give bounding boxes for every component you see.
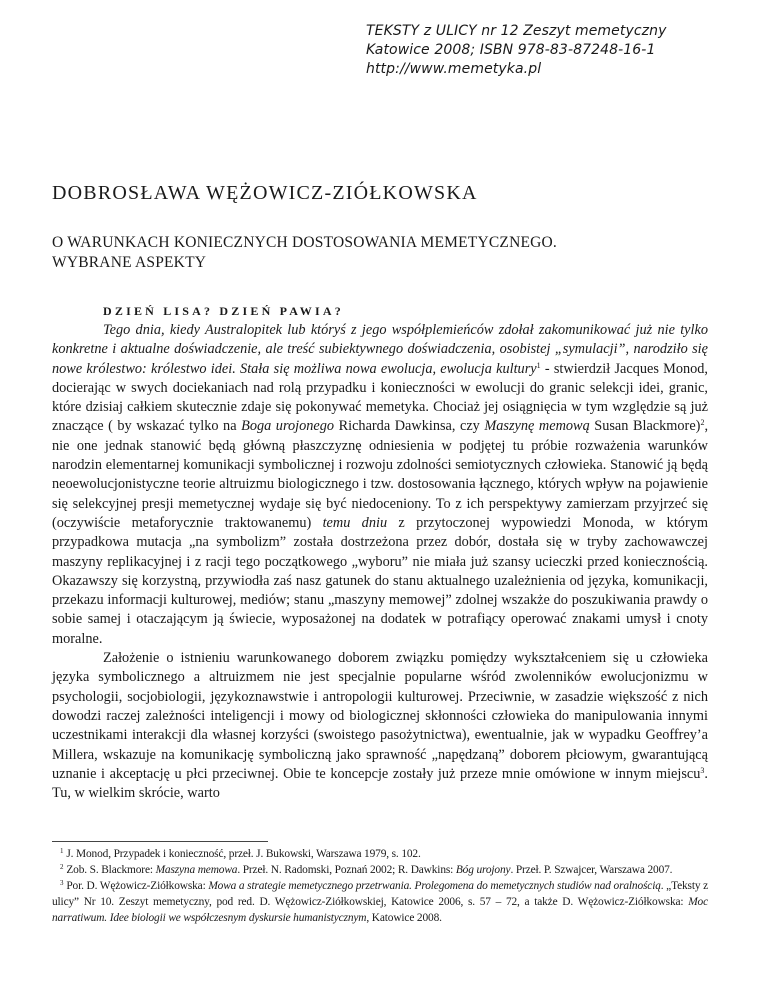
footnote-2-pre: Zob. S. Blackmore: [66, 864, 156, 876]
section-heading: DZIEŃ LISA? DZIEŃ PAWIA? [103, 304, 344, 318]
footnote-3-title-2: Moc narratiwum. Idee biologii we współczesnym dyskursie humanistycznym [52, 896, 708, 924]
footnote-2-post: . Przeł. P. Szwajcer, Warszawa 2007. [510, 864, 673, 876]
footnote-2-title-1: Maszyna memowa [155, 864, 238, 876]
article-title-line-2: WYBRANE ASPEKTY [52, 254, 207, 271]
paragraph-2 [52, 649, 708, 803]
footnote-3-mid: . „Teksty z ulicy” Nr 10. Zeszyt memetyczny, pod red. D. Wężowicz-Ziółkowskiej, Katowice 2006, s. 57 – 72, a także D. Wężowicz-Ziółkowska: [52, 880, 708, 908]
footnote-3 [52, 878, 708, 926]
paragraph-1-text-e: z przytoczonej wypowiedzi Monoda, w którym przypadkowa mutacja „na symbolizm” została dostrzeżona przez dobór, dostała się w tryby zachowawczej maszyny replikacyjnej i z racji tego początkowego „wyboru” nie miała już szansy ucieczki przed koniecznością. Okazawszy się korzystną, przywiodła zaś nasz gatunek do stanu aktualnego uzależnienia od języka, komunikacji, przekazu informacji kulturowej, mediów; stanu „maszyny memowej” zdolnej wszakże do poszukiwania prawdy o sobie samej i otaczającym ją świecie, wyposażonej na dodatek w potrafiący operować znakami umysł i cnoty moralne. [52, 514, 708, 647]
footnote-1 [52, 846, 708, 862]
footnote-3-post: , Katowice 2008. [366, 912, 442, 924]
footnote-ref-2[interactable]: 2 [700, 418, 705, 428]
header-journal-line: TEKSTY z ULICY nr 12 Zeszyt memetyczny [366, 23, 667, 39]
author-name: DOBROSŁAWA WĘŻOWICZ-ZIÓŁKOWSKA [52, 182, 478, 204]
paragraph-2-text-a: Założenie o istnieniu warunkowanego doborem związku pomiędzy wykształceniem się u człowieka języka symbolicznego a altruizmem nie jest specjalnie popularne wśród zwolenników ewolucjonizmu w psychologii, socjobiologii, językoznawstwie i antropologii kulturowej. Przeciwnie, w zasadzie większość z nich dowodzi raczej zależności inteligencji i mowy od biologicznej skłonności człowieka do manipulowania innymi uczestnikami interakcji dla własnej korzyści (swoistego pasożytnictwa), ewentualnie, jak w wypadku Geoffrey’a Millera, wskazuje na komunikację symboliczną jako sprawność „napędzaną” doborem płciowym, gwarantującą uznanie i akceptację u płci przeciwnej. Obie te koncepcje zostały już przeze mnie omówione w innym miejscu [52, 650, 708, 782]
journal-header [366, 22, 756, 79]
footnote-2-mark: 2 [60, 863, 64, 871]
footnote-1-mark: 1 [60, 847, 64, 855]
article-title-line-1: O WARUNKACH KONIECZNYCH DOSTOSOWANIA MEMETYCZNEGO. [52, 234, 557, 251]
book-title-boga-urojonego: Boga urojonego [241, 418, 335, 435]
paragraph-1-text-c: Susan Blackmore) [589, 418, 701, 435]
paragraph-1 [52, 321, 708, 649]
paragraph-2-text-b: . Tu, w wielkim skrócie, warto [52, 765, 708, 802]
term-temu-dniu: temu dniu [322, 514, 388, 531]
paragraph-1-text-b: Richarda Dawkinsa, czy [334, 418, 485, 435]
footnote-3-pre: Por. D. Wężowicz-Ziółkowska: [66, 880, 209, 892]
footnote-1-text: J. Monod, Przypadek i konieczność, przeł. J. Bukowski, Warszawa 1979, s. 102. [66, 848, 421, 860]
footnote-2-mid: . Przeł. N. Radomski, Poznań 2002; R. Dawkins: [237, 864, 456, 876]
monod-quote: Tego dnia, kiedy Australopitek lub któryś z jego współplemieńców zdołał zakomunikować już nie tylko konkretne i aktualne doświadczenie, ale treść subiektywnego doświadczenia, osobistej „symulacji”, narodziło się nowe królestwo: królestwo idei. Stała się możliwa nowa ewolucja, ewolucja kultury [52, 322, 708, 377]
footnotes [52, 846, 708, 926]
header-url-line[interactable]: http://www.memetyka.pl [366, 61, 542, 77]
footnote-divider [52, 841, 268, 842]
footnote-2 [52, 862, 708, 878]
header-isbn-line: Katowice 2008; ISBN 978-83-87248-16-1 [366, 42, 656, 58]
article-title [52, 233, 732, 273]
footnote-3-mark: 3 [60, 879, 64, 887]
article-body [52, 301, 708, 803]
footnote-ref-1[interactable]: 1 [536, 360, 541, 370]
book-title-maszyne-memowa: Maszynę memową [484, 418, 590, 435]
paragraph-1-text-a: - stwierdził Jacques Monod, docierając w swych dociekaniach nad rolą przypadku i konieczności w ewolucji do granic selekcji idei, granic, które dzisiaj całkiem skutecznie zdaje się pokonywać memetyka. Chociaż jej osiągnięcia w tym względzie są już znaczące ( by wskazać tylko na [52, 360, 709, 435]
paragraph-1-text-d: , nie one jednak stanowić będą główną płaszczyznę odniesienia w podjętej tu próbie rozważenia warunków narodzin elementarnej komunikacji symbolicznej i rozwoju zdolności semiotycznych człowieka. Stanowić ją będą neoewolucjonistyczne teorie altruizmu biologicznego i tzw. dostosowania łącznego, których wpływ na pojawienie się selekcyjnej presji memetycznej wydaje się być niedoceniony. To z ich perspektywy zamierzam przyjrzeć się (oczywiście metaforycznie traktowanemu) [52, 418, 709, 531]
footnote-3-title-1: Mowa a strategie memetycznego przetrwania. Prolegomena do memetycznych studiów nad oralnością [208, 880, 661, 892]
footnote-ref-3[interactable]: 3 [700, 765, 705, 775]
footnote-2-title-2: Bóg urojony [455, 864, 511, 876]
